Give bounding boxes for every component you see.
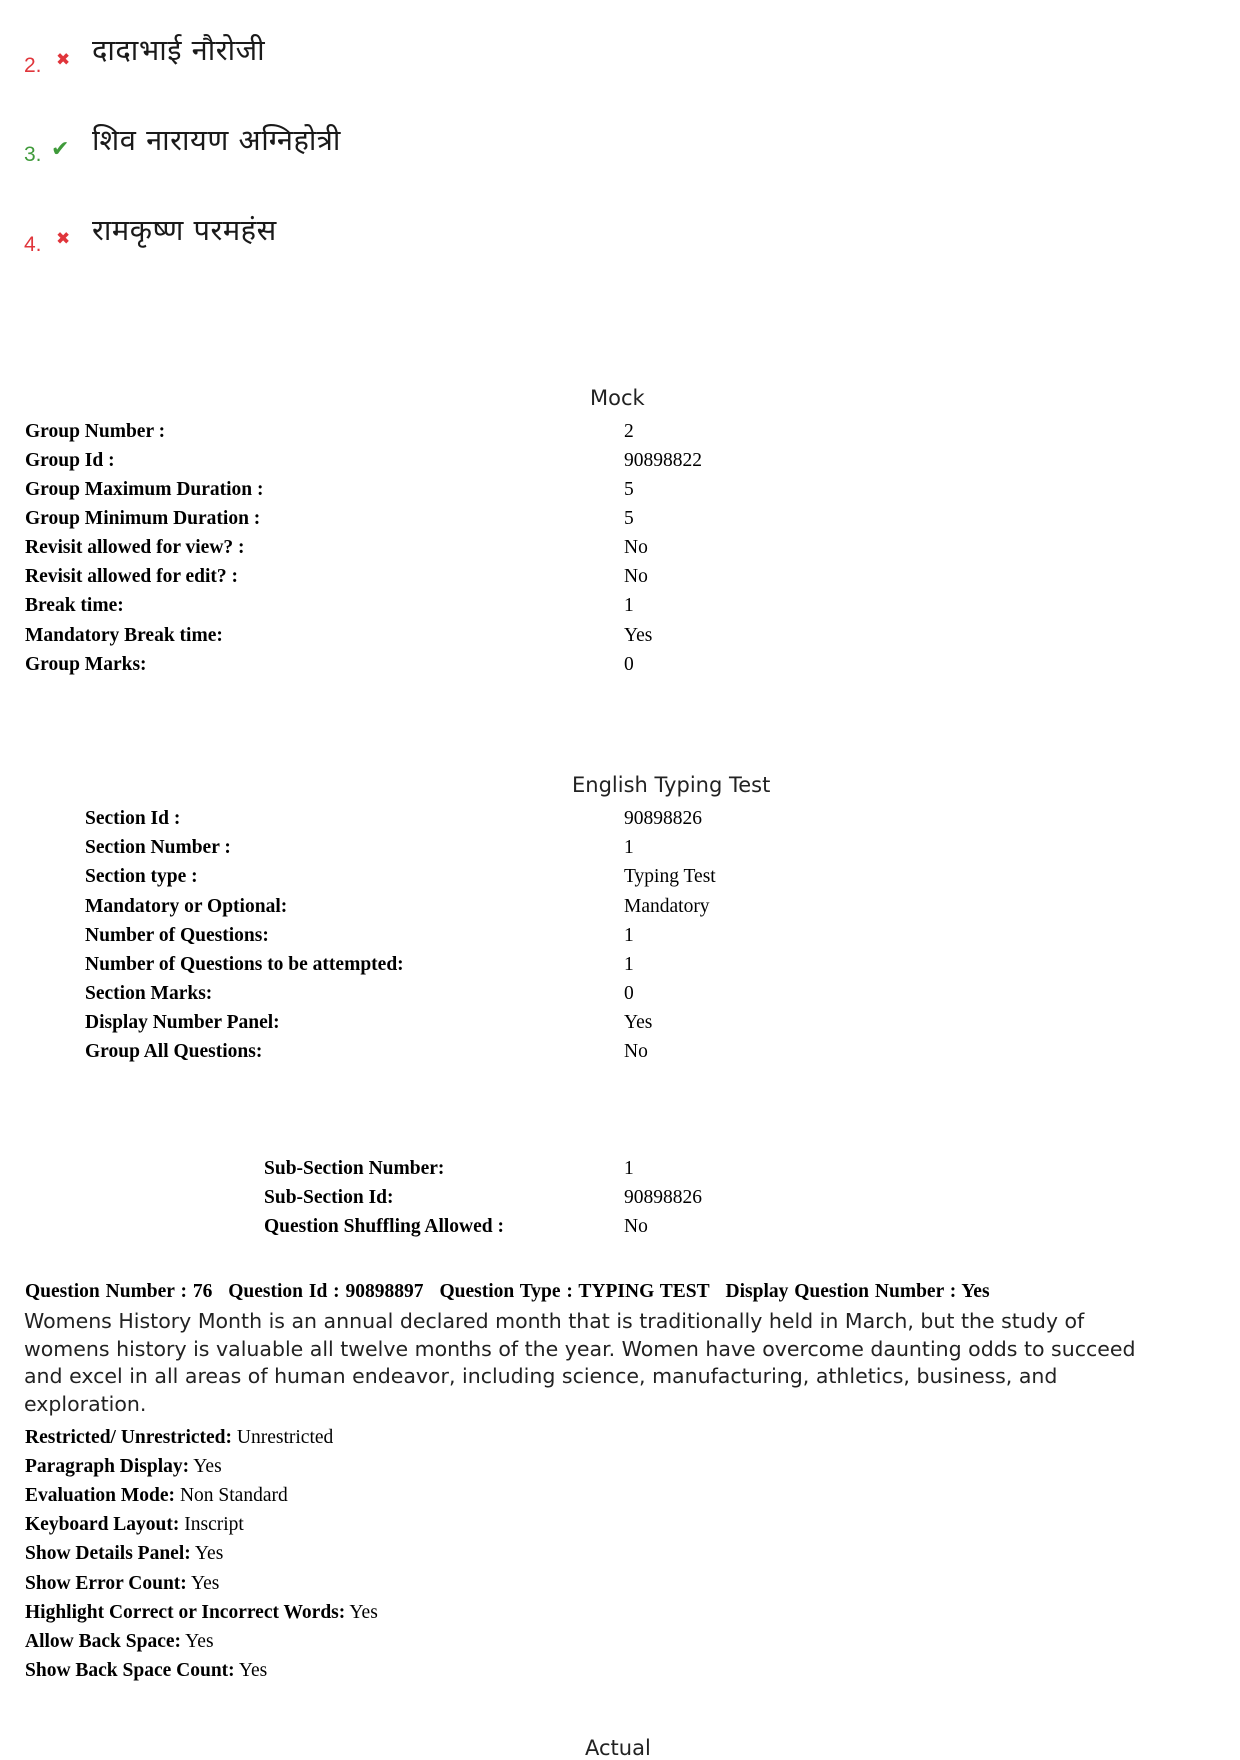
property-value: Yes <box>190 1573 220 1594</box>
row-value: 1 <box>624 1158 634 1179</box>
property-label: Evaluation Mode: <box>25 1485 176 1506</box>
group-row <box>0 654 1240 683</box>
row-value: 90898826 <box>624 1187 702 1208</box>
option-number: 4. <box>24 233 42 256</box>
property-value: Yes <box>193 1456 222 1477</box>
row-value: 1 <box>624 925 634 946</box>
property-row <box>25 1631 214 1653</box>
property-label: Allow Back Space: <box>25 1631 181 1652</box>
row-label: Group Maximum Duration : <box>25 479 264 500</box>
row-label: Mandatory or Optional: <box>85 896 288 917</box>
wrong-mark-icon: ✖ <box>56 50 71 70</box>
section-row <box>0 925 1240 954</box>
row-value: No <box>624 537 648 558</box>
section-row <box>0 954 1240 983</box>
question-id: Question Id : 90898897 <box>228 1281 424 1302</box>
property-label: Highlight Correct or Incorrect Words: <box>25 1602 346 1623</box>
row-label: Section type : <box>85 866 198 887</box>
row-value: Mandatory <box>624 896 710 917</box>
section-row <box>0 808 1240 837</box>
row-label: Group Marks: <box>25 654 147 675</box>
row-value: 1 <box>624 837 634 858</box>
row-label: Display Number Panel: <box>85 1012 280 1033</box>
row-value: 90898822 <box>624 450 702 471</box>
row-label: Group All Questions: <box>85 1041 263 1062</box>
row-label: Sub-Section Id: <box>264 1187 394 1208</box>
check-mark-icon: ✔ <box>51 137 70 162</box>
row-value: Yes <box>624 625 653 646</box>
row-label: Number of Questions to be attempted: <box>85 954 404 975</box>
row-label: Section Number : <box>85 837 231 858</box>
property-row <box>25 1456 222 1478</box>
row-value: No <box>624 566 648 587</box>
row-label: Group Number : <box>25 421 166 442</box>
property-label: Keyboard Layout: <box>25 1514 180 1535</box>
group-row <box>0 625 1240 654</box>
row-value: No <box>624 1041 648 1062</box>
property-row <box>25 1427 333 1449</box>
row-value: 2 <box>624 421 634 442</box>
row-value: 0 <box>624 654 634 675</box>
property-row <box>25 1602 378 1624</box>
section-row <box>0 896 1240 925</box>
row-label: Group Minimum Duration : <box>25 508 261 529</box>
group-row <box>0 595 1240 624</box>
group-row <box>0 537 1240 566</box>
property-value: Inscript <box>184 1514 244 1535</box>
row-label: Mandatory Break time: <box>25 625 223 646</box>
property-value: Unrestricted <box>236 1427 334 1448</box>
section-row <box>0 866 1240 895</box>
option-text: शिव नारायण अग्निहोत्री <box>92 123 341 157</box>
subsection-row <box>0 1216 1240 1245</box>
property-row <box>25 1660 267 1682</box>
row-value: 1 <box>624 954 634 975</box>
section-row <box>0 1012 1240 1041</box>
row-label: Break time: <box>25 595 124 616</box>
row-label: Number of Questions: <box>85 925 269 946</box>
row-value: 5 <box>624 508 634 529</box>
wrong-mark-icon: ✖ <box>56 229 71 249</box>
property-value: Yes <box>238 1660 268 1681</box>
property-value: Yes <box>194 1543 224 1564</box>
question-number: Question Number : 76 <box>25 1281 213 1302</box>
row-label: Revisit allowed for view? : <box>25 537 245 558</box>
property-label: Restricted/ Unrestricted: <box>25 1427 233 1448</box>
property-label: Paragraph Display: <box>25 1456 190 1477</box>
property-row <box>25 1543 223 1565</box>
question-header <box>25 1281 990 1303</box>
row-value: 5 <box>624 479 634 500</box>
property-value: Yes <box>185 1631 214 1652</box>
row-label: Section Id : <box>85 808 181 829</box>
section-row <box>0 983 1240 1012</box>
row-label: Revisit allowed for edit? : <box>25 566 239 587</box>
property-row <box>25 1573 219 1595</box>
row-value: Typing Test <box>624 866 716 887</box>
group-row <box>0 450 1240 479</box>
group-row <box>0 479 1240 508</box>
row-value: Yes <box>624 1012 653 1033</box>
row-value: No <box>624 1216 648 1237</box>
property-label: Show Back Space Count: <box>25 1660 235 1681</box>
property-row <box>25 1514 244 1536</box>
section-row <box>0 837 1240 866</box>
row-value: 1 <box>624 595 634 616</box>
property-label: Show Details Panel: <box>25 1543 191 1564</box>
row-label: Question Shuffling Allowed : <box>264 1216 505 1237</box>
property-value: Non Standard <box>179 1485 288 1506</box>
row-label: Group Id : <box>25 450 115 471</box>
option-number: 2. <box>24 54 42 77</box>
typing-paragraph: Womens History Month is an annual declared month that is traditionally held in March, but the study of womens history is valuable all twelve months of the year. Women have overcome daunting odds to succeed and excel in all areas of human endeavor, including science, manufacturing, athletics, business, and exploration. <box>24 1309 1136 1416</box>
group-row <box>0 566 1240 595</box>
row-label: Sub-Section Number: <box>264 1158 445 1179</box>
group-heading: Mock <box>590 386 645 410</box>
row-value: 90898826 <box>624 808 702 829</box>
subsection-row <box>0 1158 1240 1187</box>
question-type: Question Type : TYPING TEST <box>439 1281 710 1302</box>
option-text: दादाभाई नौरोजी <box>92 33 266 67</box>
option-text: रामकृष्ण परमहंस <box>92 213 277 247</box>
row-label: Section Marks: <box>85 983 213 1004</box>
row-value: 0 <box>624 983 634 1004</box>
group-row <box>0 421 1240 450</box>
section-row <box>0 1041 1240 1070</box>
section-heading: English Typing Test <box>572 773 771 797</box>
group-row <box>0 508 1240 537</box>
property-value: Yes <box>349 1602 378 1623</box>
display-question-number: Display Question Number : Yes <box>725 1281 990 1302</box>
property-label: Show Error Count: <box>25 1573 187 1594</box>
actual-heading: Actual <box>585 1736 651 1760</box>
property-row <box>25 1485 288 1507</box>
subsection-row <box>0 1187 1240 1216</box>
option-number: 3. <box>24 143 42 166</box>
